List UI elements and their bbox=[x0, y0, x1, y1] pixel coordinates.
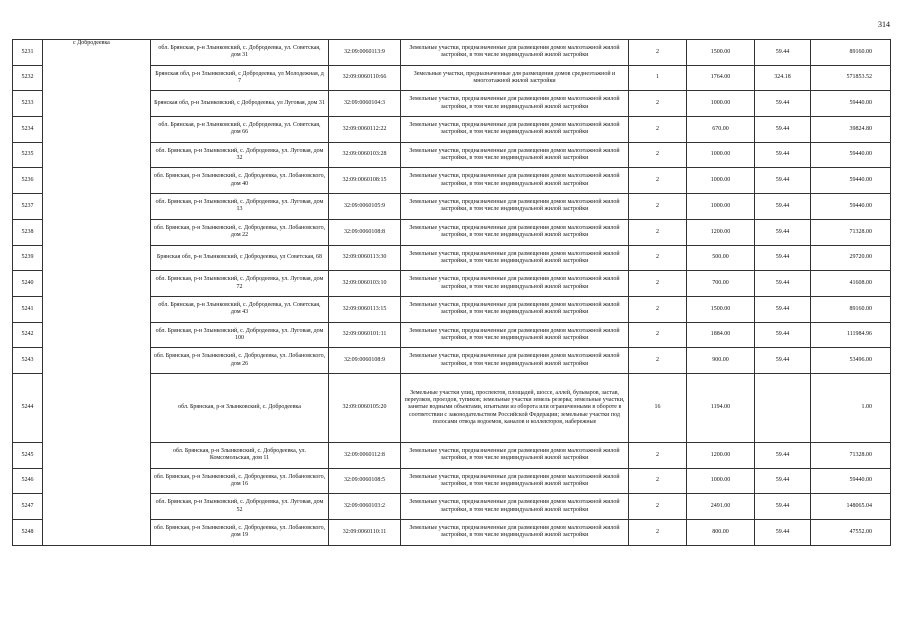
specific-value-cell: 59.44 bbox=[755, 322, 811, 348]
cadastral-number-cell: 32:09:0060110:11 bbox=[329, 520, 401, 546]
address-cell: Брянская обл, р-н Злынковский, с Добродеевка, ул Советская, 68 bbox=[151, 245, 329, 271]
group-number-cell: 2 bbox=[629, 219, 687, 245]
cadastral-value-cell: 1.00 bbox=[811, 373, 891, 442]
group-number-cell: 2 bbox=[629, 117, 687, 143]
specific-value-cell: 59.44 bbox=[755, 91, 811, 117]
address-cell: обл. Брянская, р-н Злынковский, с. Добродеевка, ул. Лобановского, дом 16 bbox=[151, 468, 329, 494]
specific-value-cell: 59.44 bbox=[755, 194, 811, 220]
address-cell: обл. Брянская, р-н Злынковский, с. Добродеевка, ул. Луговая, дом 13 bbox=[151, 194, 329, 220]
group-number-cell: 1 bbox=[629, 65, 687, 91]
area-cell: 1200.00 bbox=[687, 442, 755, 468]
group-number-cell: 2 bbox=[629, 245, 687, 271]
land-use-cell: Земельные участки, предназначенные для размещения домов малоэтажной жилой застройки, в том числе индивидуальной жилой застройки bbox=[401, 142, 629, 168]
row-number: 5247 bbox=[13, 494, 43, 520]
cadastral-value-cell: 59440.00 bbox=[811, 91, 891, 117]
land-use-cell: Земельные участки, предназначенные для размещения домов малоэтажной жилой застройки, в том числе индивидуальной жилой застройки bbox=[401, 348, 629, 374]
address-cell: обл. Брянская, р-н Злынковский, с. Добродеевка, ул. Лобановского, дом 19 bbox=[151, 520, 329, 546]
area-cell: 1000.00 bbox=[687, 142, 755, 168]
cadastral-value-cell: 41608.00 bbox=[811, 271, 891, 297]
address-cell: обл. Брянская, р-н Злынковский, с. Добродеевка, ул. Советская, дом 43 bbox=[151, 296, 329, 322]
cadastral-number-cell: 32:09:0060105:9 bbox=[329, 194, 401, 220]
cadastral-value-cell: 59440.00 bbox=[811, 142, 891, 168]
row-number: 5241 bbox=[13, 296, 43, 322]
cadastral-value-cell: 39824.80 bbox=[811, 117, 891, 143]
address-cell: Брянская обл, р-н Злынковский, с Добродеевка, ул Луговая, дом 31 bbox=[151, 91, 329, 117]
area-cell: 1500.00 bbox=[687, 296, 755, 322]
table-row bbox=[13, 40, 891, 66]
land-use-cell: Земельные участки, предназначенные для размещения домов малоэтажной жилой застройки, в том числе индивидуальной жилой застройки bbox=[401, 322, 629, 348]
row-number: 5238 bbox=[13, 219, 43, 245]
group-number-cell: 2 bbox=[629, 442, 687, 468]
address-cell: обл. Брянская, р-н Злынковский, с. Добродеевка, ул. Комсомольская, дом 11 bbox=[151, 442, 329, 468]
group-number-cell: 2 bbox=[629, 194, 687, 220]
row-number: 5246 bbox=[13, 468, 43, 494]
cadastral-value-cell: 148065.04 bbox=[811, 494, 891, 520]
land-use-cell: Земельные участки, предназначенные для размещения домов малоэтажной жилой застройки, в том числе индивидуальной жилой застройки bbox=[401, 468, 629, 494]
table-body bbox=[13, 40, 891, 546]
land-use-cell: Земельные участки, предназначенные для размещения домов малоэтажной жилой застройки, в том числе индивидуальной жилой застройки bbox=[401, 168, 629, 194]
group-number-cell: 2 bbox=[629, 40, 687, 66]
group-number-cell: 2 bbox=[629, 296, 687, 322]
land-use-cell: Земельные участки, предназначенные для размещения домов среднеэтажной и многоэтажной жилой застройки bbox=[401, 65, 629, 91]
row-number: 5237 bbox=[13, 194, 43, 220]
cadastral-value-cell: 89160.00 bbox=[811, 40, 891, 66]
cadastral-number-cell: 32:09:0060103:10 bbox=[329, 271, 401, 297]
area-cell: 1000.00 bbox=[687, 91, 755, 117]
row-number: 5245 bbox=[13, 442, 43, 468]
cadastral-number-cell: 32:09:0060113:30 bbox=[329, 245, 401, 271]
group-number-cell: 2 bbox=[629, 271, 687, 297]
land-use-cell: Земельные участки, предназначенные для размещения домов малоэтажной жилой застройки, в том числе индивидуальной жилой застройки bbox=[401, 442, 629, 468]
specific-value-cell: 324.18 bbox=[755, 65, 811, 91]
specific-value-cell: 59.44 bbox=[755, 520, 811, 546]
specific-value-cell: 59.44 bbox=[755, 296, 811, 322]
group-number-cell: 2 bbox=[629, 348, 687, 374]
cadastral-number-cell: 32:09:0060113:9 bbox=[329, 40, 401, 66]
row-number: 5244 bbox=[13, 373, 43, 442]
address-cell: обл. Брянская, р-н Злынковский, с. Добродеевка, ул. Советская, дом 31 bbox=[151, 40, 329, 66]
specific-value-cell: 59.44 bbox=[755, 40, 811, 66]
cadastral-number-cell: 32:09:0060103:2 bbox=[329, 494, 401, 520]
row-number: 5231 bbox=[13, 40, 43, 66]
address-cell: обл. Брянская, р-н Злынковский, с. Добродеевка, ул. Лобановского, дом 26 bbox=[151, 348, 329, 374]
specific-value-cell: 59.44 bbox=[755, 348, 811, 374]
cadastral-number-cell: 32:09:0060108:8 bbox=[329, 219, 401, 245]
row-number: 5240 bbox=[13, 271, 43, 297]
land-use-cell: Земельные участки, предназначенные для размещения домов малоэтажной жилой застройки, в том числе индивидуальной жилой застройки bbox=[401, 520, 629, 546]
area-cell: 1000.00 bbox=[687, 168, 755, 194]
area-cell: 1200.00 bbox=[687, 219, 755, 245]
area-cell: 1194.00 bbox=[687, 373, 755, 442]
land-use-cell: Земельные участки, предназначенные для размещения домов малоэтажной жилой застройки, в том числе индивидуальной жилой застройки bbox=[401, 117, 629, 143]
row-number: 5234 bbox=[13, 117, 43, 143]
cadastral-number-cell: 32:09:0060108:9 bbox=[329, 348, 401, 374]
cadastral-number-cell: 32:09:0060108:15 bbox=[329, 168, 401, 194]
cadastral-value-cell: 53496.00 bbox=[811, 348, 891, 374]
land-use-cell: Земельные участки, предназначенные для размещения домов малоэтажной жилой застройки, в том числе индивидуальной жилой застройки bbox=[401, 494, 629, 520]
cadastral-number-cell: 32:09:0060110:66 bbox=[329, 65, 401, 91]
area-cell: 1000.00 bbox=[687, 468, 755, 494]
specific-value-cell: 59.44 bbox=[755, 168, 811, 194]
group-number-cell: 16 bbox=[629, 373, 687, 442]
group-number-cell: 2 bbox=[629, 322, 687, 348]
cadastral-value-cell: 59440.00 bbox=[811, 194, 891, 220]
locality-cell: с Добродеевка bbox=[43, 40, 151, 546]
area-cell: 1000.00 bbox=[687, 194, 755, 220]
row-number: 5243 bbox=[13, 348, 43, 374]
group-number-cell: 2 bbox=[629, 494, 687, 520]
row-number: 5232 bbox=[13, 65, 43, 91]
cadastral-number-cell: 32:09:0060108:5 bbox=[329, 468, 401, 494]
area-cell: 500.00 bbox=[687, 245, 755, 271]
cadastral-number-cell: 32:09:0060103:28 bbox=[329, 142, 401, 168]
cadastral-value-cell: 89160.00 bbox=[811, 296, 891, 322]
area-cell: 900.00 bbox=[687, 348, 755, 374]
cadastral-number-cell: 32:09:0060105:20 bbox=[329, 373, 401, 442]
group-number-cell: 2 bbox=[629, 468, 687, 494]
cadastral-value-cell: 71328.00 bbox=[811, 442, 891, 468]
address-cell: обл. Брянская, р-н Злынковский, с. Добродеевка, ул. Лобановского, дом 40 bbox=[151, 168, 329, 194]
cadastral-value-table bbox=[12, 39, 891, 546]
page-number: 314 bbox=[878, 20, 890, 29]
address-cell: обл. Брянская, р-н Злынковский, с. Добродеевка bbox=[151, 373, 329, 442]
land-use-cell: Земельные участки, предназначенные для размещения домов малоэтажной жилой застройки, в том числе индивидуальной жилой застройки bbox=[401, 194, 629, 220]
group-number-cell: 2 bbox=[629, 168, 687, 194]
address-cell: обл. Брянская, р-н Злынковский, с. Добродеевка, ул. Лобановского, дом 22 bbox=[151, 219, 329, 245]
cadastral-value-cell: 29720.00 bbox=[811, 245, 891, 271]
land-use-cell: Земельные участки, предназначенные для размещения домов малоэтажной жилой застройки, в том числе индивидуальной жилой застройки bbox=[401, 40, 629, 66]
group-number-cell: 2 bbox=[629, 520, 687, 546]
address-cell: Брянская обл, р-н Злынковский, с Добродеевка, ул Молодежная, д 7 bbox=[151, 65, 329, 91]
cadastral-value-cell: 59440.00 bbox=[811, 468, 891, 494]
cadastral-number-cell: 32:09:0060112:8 bbox=[329, 442, 401, 468]
area-cell: 1500.00 bbox=[687, 40, 755, 66]
specific-value-cell: 59.44 bbox=[755, 468, 811, 494]
address-cell: обл. Брянская, р-н Злынковский, с. Добродеевка, ул. Советская, дом 66 bbox=[151, 117, 329, 143]
cadastral-value-cell: 71328.00 bbox=[811, 219, 891, 245]
specific-value-cell: 59.44 bbox=[755, 117, 811, 143]
area-cell: 2491.00 bbox=[687, 494, 755, 520]
cadastral-number-cell: 32:09:0060104:3 bbox=[329, 91, 401, 117]
cadastral-number-cell: 32:09:0060113:15 bbox=[329, 296, 401, 322]
land-use-cell: Земельные участки, предназначенные для размещения домов малоэтажной жилой застройки, в том числе индивидуальной жилой застройки bbox=[401, 245, 629, 271]
land-use-cell: Земельные участки, предназначенные для размещения домов малоэтажной жилой застройки, в том числе индивидуальной жилой застройки bbox=[401, 271, 629, 297]
land-use-cell: Земельные участки, предназначенные для размещения домов малоэтажной жилой застройки, в том числе индивидуальной жилой застройки bbox=[401, 91, 629, 117]
row-number: 5239 bbox=[13, 245, 43, 271]
specific-value-cell: 59.44 bbox=[755, 494, 811, 520]
cadastral-value-cell: 571853.52 bbox=[811, 65, 891, 91]
cadastral-value-cell: 47552.00 bbox=[811, 520, 891, 546]
land-use-cell: Земельные участки улиц, проспектов, площадей, шоссе, аллей, бульваров, застав, переулков, проездов, тупиков; земельные участки земель резерва; земельные участки, занятые водными объектами, изъятыми из оборота или ограниченными в обороте в соответствии с законодательством Российской Федерации; земельные участки под полосами отвода водоемов, каналов и коллекторов, набережные bbox=[401, 373, 629, 442]
specific-value-cell: 59.44 bbox=[755, 142, 811, 168]
area-cell: 1764.00 bbox=[687, 65, 755, 91]
cadastral-number-cell: 32:09:0060112:22 bbox=[329, 117, 401, 143]
row-number: 5242 bbox=[13, 322, 43, 348]
row-number: 5233 bbox=[13, 91, 43, 117]
area-cell: 800.00 bbox=[687, 520, 755, 546]
area-cell: 700.00 bbox=[687, 271, 755, 297]
cadastral-number-cell: 32:09:0060101:11 bbox=[329, 322, 401, 348]
address-cell: обл. Брянская, р-н Злынковский, с. Добродеевка, ул. Луговая, дом 32 bbox=[151, 142, 329, 168]
specific-value-cell: 59.44 bbox=[755, 271, 811, 297]
land-use-cell: Земельные участки, предназначенные для размещения домов малоэтажной жилой застройки, в том числе индивидуальной жилой застройки bbox=[401, 296, 629, 322]
cadastral-value-cell: 111984.96 bbox=[811, 322, 891, 348]
specific-value-cell bbox=[755, 373, 811, 442]
group-number-cell: 2 bbox=[629, 91, 687, 117]
specific-value-cell: 59.44 bbox=[755, 219, 811, 245]
cadastral-value-cell: 59440.00 bbox=[811, 168, 891, 194]
specific-value-cell: 59.44 bbox=[755, 245, 811, 271]
area-cell: 670.00 bbox=[687, 117, 755, 143]
land-use-cell: Земельные участки, предназначенные для размещения домов малоэтажной жилой застройки, в том числе индивидуальной жилой застройки bbox=[401, 219, 629, 245]
area-cell: 1884.00 bbox=[687, 322, 755, 348]
row-number: 5235 bbox=[13, 142, 43, 168]
group-number-cell: 2 bbox=[629, 142, 687, 168]
specific-value-cell: 59.44 bbox=[755, 442, 811, 468]
row-number: 5236 bbox=[13, 168, 43, 194]
address-cell: обл. Брянская, р-н Злынковский, с. Добродеевка, ул. Луговая, дом 72 bbox=[151, 271, 329, 297]
address-cell: обл. Брянская, р-н Злынковский, с. Добродеевка, ул. Луговая, дом 52 bbox=[151, 494, 329, 520]
address-cell: обл. Брянская, р-н Злынковский, с. Добродеевка, ул. Луговая, дом 100 bbox=[151, 322, 329, 348]
row-number: 5248 bbox=[13, 520, 43, 546]
